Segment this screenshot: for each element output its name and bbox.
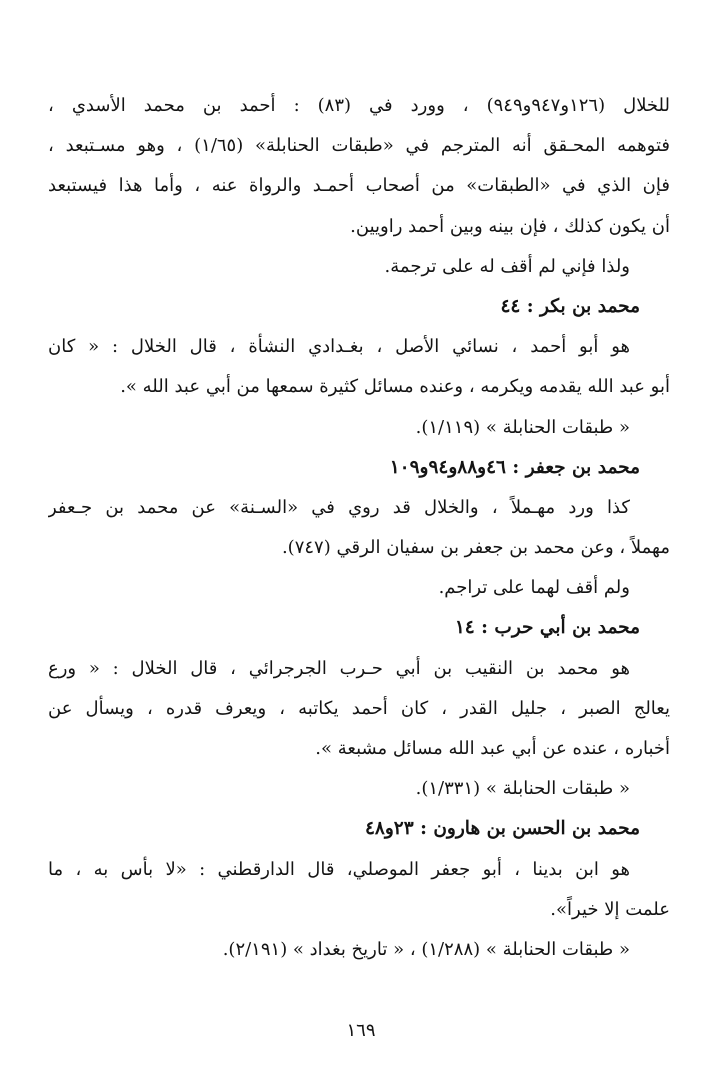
source-citation: « طبقات الحنابلة » (١/١١٩).	[415, 416, 630, 438]
entry-heading: محمد بن أبي حرب : ١٤	[454, 617, 640, 639]
text-line: أن يكون كذلك ، فإن بينه وبين أحمد راويين.	[350, 215, 670, 237]
text-line: هو محمد بن النقيب بن أبي حـرب الجرجرائي ، قال الخلال : « ورع	[48, 657, 630, 679]
text-line: هو أبو أحمد ، نسائي الأصل ، بغـدادي النشأة ، قال الخلال : « كان	[48, 336, 630, 358]
text-line: هو ابن بدينا ، أبو جعفر الموصلي، قال الدارقطني : «لا بأس به ، ما	[48, 858, 630, 880]
text-line: يعالج الصبر ، جليل القدر ، كان أحمد يكاتبه ، ويعرف قدره ، ويسأل عن	[48, 697, 670, 719]
text-line: مهملاً ، وعن محمد بن جعفر بن سفيان الرقي (٧٤٧).	[281, 537, 670, 559]
source-citation: « طبقات الحنابلة » (١/٢٨٨) ، « تاريخ بغداد » (٢/١٩١).	[222, 938, 630, 960]
text-line: فتوهمه المحـقق أنه المترجم في «طبقات الحنابلة» (١/٦٥) ، وهو مسـتبعد ،	[48, 135, 670, 157]
entry-heading: محمد بن بكر : ٤٤	[500, 295, 640, 317]
text-line: فإن الذي في «الطبقات» من أصحاب أحمـد والرواة عنه ، وأما هذا فيستبعد	[48, 175, 670, 197]
text-line: ولم أقف لهما على تراجم.	[438, 577, 630, 599]
text-line: للخلال (١٢٦و٩٤٧و٩٤٩) ، وورد في (٨٣) : أحمد بن محمد الأسدي ،	[48, 95, 670, 116]
page-text	[48, 86, 670, 970]
text-line: ولذا فإني لم أقف له على ترجمة.	[384, 255, 630, 277]
source-citation: « طبقات الحنابلة » (١/٣٣١).	[415, 778, 630, 800]
entry-heading: محمد بن الحسن بن هارون : ٢٣و٤٨	[364, 818, 640, 840]
entry-heading: محمد بن جعفر : ٤٦و٨٨و٩٤و١٠٩	[389, 456, 640, 478]
text-line: أخباره ، عنده عن أبي عبد الله مسائل مشبعة ».	[315, 738, 670, 759]
text-line: كذا ورد مهـملاً ، والخلال قد روي في «السـنة» عن محمد بن جـعفر	[48, 496, 630, 518]
text-line: أبو عبد الله يقدمه ويكرمه ، وعنده مسائل كثيرة سمعها من أبي عبد الله ».	[120, 376, 670, 398]
text-line: علمت إلا خيراً».	[550, 898, 670, 920]
page-number: ١٦٩	[346, 1020, 376, 1041]
